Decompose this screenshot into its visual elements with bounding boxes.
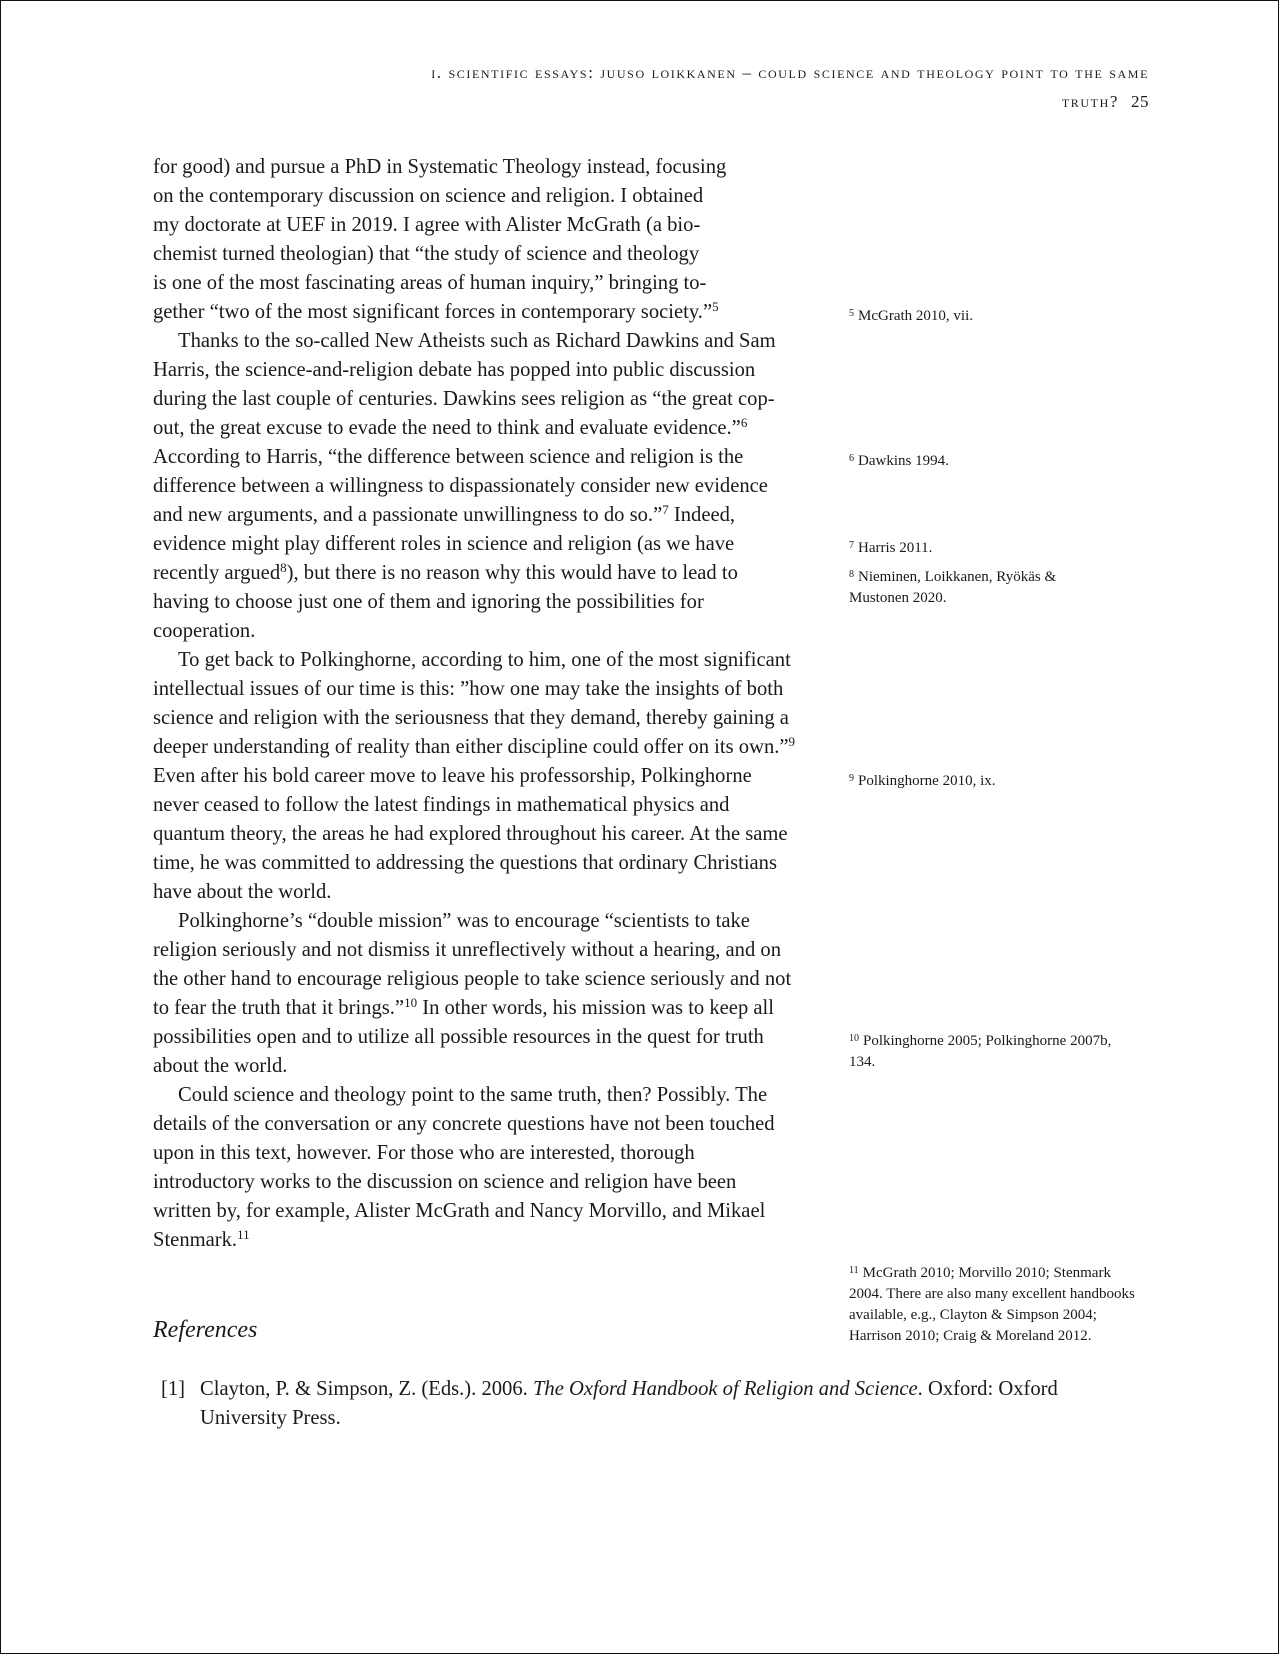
footnote-ref-8[interactable]: 8 <box>280 560 287 575</box>
p2-text: ), but there is no reason why this would have to lead to having to choose just one of them and ignoring the possibilities for cooperation. <box>153 562 738 642</box>
p3-text: To get back to Polkinghorne, according to him, one of the most significant intellectual issues of our time is this: ”how one may take the insights of both science and religion with the seriousness that they demand, thereby gaining a deeper understanding of reality than either discipline could offer on its own.” <box>153 649 791 758</box>
footnote-ref-10[interactable]: 10 <box>404 995 418 1010</box>
p3-text: Even after his bold career move to leave his professorship, Polkinghorne never ceased to follow the latest findings in mathematical physics and quantum theory, the areas he had explored throughout his career. At the same time, he was committed to addressing the questions that ordinary Christians have about the world. <box>153 765 788 903</box>
margin-note-text: Nieminen, Loikkanen, Ryökäs & Mustonen 2020. <box>849 569 1057 606</box>
p4-text: Polkinghorne’s “double mission” was to encourage “scientists to take religion seriously and not dismiss it unreflectively without a hearing, and on the other hand to encourage religious people to take science seriously and not to fear the truth that it brings.” <box>153 910 792 1019</box>
margin-note-6 <box>849 448 1139 472</box>
footnote-ref-9[interactable]: 9 <box>788 734 796 749</box>
margin-note-text: Dawkins 1994. <box>858 453 949 469</box>
margin-note-text: McGrath 2010; Morvillo 2010; Stenmark 2004. There are also many excellent handbooks available, e.g., Clayton & Simpson 2004; Harrison 2010; Craig & Moreland 2012. <box>849 1265 1135 1344</box>
p1-line: for good) and pursue a PhD in Systematic Theology instead, focusing <box>153 156 727 178</box>
reference-number: [1] <box>161 1378 186 1400</box>
paragraph-5 <box>153 1081 797 1255</box>
reference-title: The Oxford Handbook of Religion and Science <box>532 1378 918 1400</box>
margin-note-5 <box>849 303 1139 327</box>
p1-line: is one of the most fascinating areas of human inquiry,” bringing to- <box>153 272 707 294</box>
footnote-ref-11[interactable]: 11 <box>237 1227 250 1242</box>
reference-entry <box>161 1375 1121 1433</box>
reference-text <box>200 1375 1121 1433</box>
margin-note-number: 6 <box>849 453 854 464</box>
margin-note-number: 7 <box>849 540 854 551</box>
margin-note-number: 11 <box>849 1265 859 1276</box>
paragraph-2 <box>153 327 797 646</box>
running-head-line2 <box>151 87 1149 116</box>
body-text <box>153 153 797 1255</box>
footnote-ref-7[interactable]: 7 <box>662 502 669 517</box>
margin-note-number: 8 <box>849 569 854 580</box>
margin-note-11 <box>849 1260 1137 1347</box>
footnote-ref-5[interactable]: 5 <box>712 299 719 314</box>
p1-line: my doctorate at UEF in 2019. I agree with Alister McGrath (a bio- <box>153 214 701 236</box>
margin-note-text: Polkinghorne 2010, ix. <box>858 773 996 789</box>
p2-text: Thanks to the so-called New Atheists such as Richard Dawkins and Sam Harris, the science-and-religion debate has popped into public discussion during the last couple of centuries. Dawkins sees religion as “the great cop-out, the great excuse to evade the need to think and evaluate evidence.” <box>153 330 776 439</box>
running-head <box>151 58 1149 116</box>
margin-note-number: 9 <box>849 773 854 784</box>
margin-note-8 <box>849 564 1099 609</box>
page-number: 25 <box>1131 92 1149 111</box>
footnote-ref-6[interactable]: 6 <box>740 415 748 430</box>
margin-note-9 <box>849 768 1139 792</box>
p2-text: According to Harris, “the difference between science and religion is the difference between a willingness to dispassionately consider new evidence and new arguments, and a passionate unwillingness to do so.” <box>153 446 768 526</box>
running-head-line2-text: truth? <box>1061 92 1119 111</box>
margin-note-text: Harris 2011. <box>858 540 933 556</box>
p2-text: Indeed, evidence might play different roles in science and religion (as we have recently argued <box>153 504 736 584</box>
running-head-line1: i. scientific essays: juuso loikkanen – could science and theology point to the same <box>431 63 1149 82</box>
paragraph-1 <box>153 153 797 327</box>
p1-line: on the contemporary discussion on science and religion. I obtained <box>153 185 704 207</box>
margin-note-text: McGrath 2010, vii. <box>858 308 973 324</box>
margin-note-number: 5 <box>849 308 854 319</box>
margin-note-10 <box>849 1028 1119 1073</box>
reference-authors: Clayton, P. & Simpson, Z. (Eds.). 2006. <box>200 1378 533 1400</box>
margin-note-number: 10 <box>849 1033 859 1044</box>
p1-line: chemist turned theologian) that “the study of science and theology <box>153 243 700 265</box>
paragraph-3 <box>153 646 797 907</box>
p1-line: gether “two of the most significant forces in contemporary society.” <box>153 301 713 323</box>
reference-publisher: . Oxford: Oxford University Press. <box>200 1378 1058 1429</box>
paragraph-4 <box>153 907 797 1081</box>
p5-text: Could science and theology point to the same truth, then? Possibly. The details of the conversation or any concrete questions have not been touched upon in this text, however. For those who are interested, thorough introductory works to the discussion on science and religion have been written by, for example, Alister McGrath and Nancy Morvillo, and Mikael Stenmark. <box>153 1084 775 1251</box>
p4-text: In other words, his mission was to keep all possibilities open and to utilize all possible resources in the quest for truth about the world. <box>153 997 774 1077</box>
margin-note-text: Polkinghorne 2005; Polkinghorne 2007b, 134. <box>849 1033 1112 1070</box>
references-heading: References <box>153 1317 258 1343</box>
margin-note-7 <box>849 535 1139 559</box>
